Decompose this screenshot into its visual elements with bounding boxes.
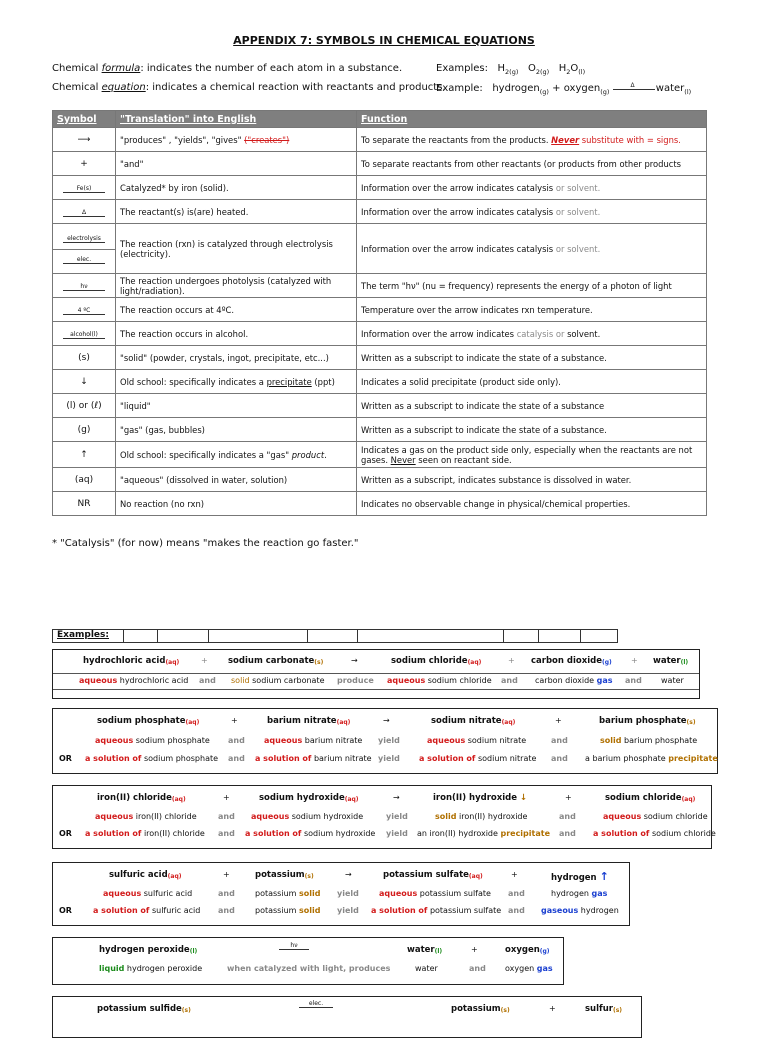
symbol-cell: NR	[53, 492, 116, 516]
symbols-table	[52, 110, 707, 516]
symbol-cell: Fe(s)	[53, 176, 116, 200]
table-row: electrolysis elec. The reaction (rxn) is catalyzed through electrolysis (electricity). Information over the arrow indicates catalysis or solvent.	[53, 224, 707, 274]
symbol-cell: ⟶	[53, 128, 116, 152]
table-row: ↓ Old school: specifically indicates a precipitate (ppt) Indicates a solid precipitate (product side only).	[53, 370, 707, 394]
table-row: (l) or (ℓ) "liquid" Written as a subscript to indicate the state of a substance	[53, 394, 707, 418]
table-row: ⟶ "produces" , "yields", "gives" ("creates") To separate the reactants from the products. Never substitute with = signs.	[53, 128, 707, 152]
table-row: (g) "gas" (gas, bubbles) Written as a subscript to indicate the state of a substance.	[53, 418, 707, 442]
symbol-cell: electrolysis elec.	[53, 224, 116, 274]
example-iron-chloride: iron(II) chloride(aq) + sodium hydroxide(aq) → iron(II) hydroxide ↓ + sodium chloride(aq) aqueous iron(II) chloride and aqueous sodium hydroxide yield solid iron(II) hydroxide and aqueous sodium chloride OR a solution of iron(II) chloride and a solution of sodium hydroxide yield an iron(II) hydroxide precipitate and a solution of sodium chloride	[52, 785, 712, 849]
symbol-cell: ↑	[53, 442, 116, 468]
example-hcl-sodium-carbonate: hydrochloric acid(aq) + sodium carbonate(s) → sodium chloride(aq) + carbon dioxide(g) + water(l) aqueous hydrochloric acid and solid sodium carbonate produce aqueous sodium chloride and carbon dioxide gas and water	[52, 649, 700, 699]
symbol-cell: hν	[53, 274, 116, 298]
symbol-cell: (s)	[53, 346, 116, 370]
equation-example: Example: hydrogen$_{(g)}$ + oxygen$_{(g)}$ Δ water$_{(l)}$	[436, 82, 692, 96]
heat-arrow: Δ	[613, 82, 653, 90]
page-title: APPENDIX 7: SYMBOLS IN CHEMICAL EQUATIONS	[233, 34, 535, 47]
table-header-row	[53, 111, 707, 128]
table-row: + "and" To separate reactants from other reactants (or products from other products	[53, 152, 707, 176]
example-potassium-sulfide: potassium sulfide(s) elec. potassium(s) + sulfur(s)	[52, 996, 642, 1038]
header-translation: "Translation" into English	[116, 111, 357, 128]
table-row: Fe(s) Catalyzed* by iron (solid). Information over the arrow indicates catalysis or solvent.	[53, 176, 707, 200]
table-row: (s) "solid" (powder, crystals, ingot, precipitate, etc...) Written as a subscript to indicate the state of a substance.	[53, 346, 707, 370]
example-hydrogen-peroxide: hydrogen peroxide(l) hν water(l) + oxygen(g) liquid hydrogen peroxide when catalyzed with light, produces water and oxygen gas	[52, 937, 564, 985]
example-sodium-phosphate: sodium phosphate(aq) + barium nitrate(aq) → sodium nitrate(aq) + barium phosphate(s) aqueous sodium phosphate and aqueous barium nitrate yield aqueous sodium nitrate and solid barium phosphate OR a solution of sodium phosphate and a solution of barium nitrate yield a solution of sodium nitrate and a barium phosphate precipitate	[52, 708, 718, 774]
table-row: alcohol(l) The reaction occurs in alcohol. Information over the arrow indicates catalysis or solvent.	[53, 322, 707, 346]
symbol-cell: alcohol(l)	[53, 322, 116, 346]
symbol-cell: +	[53, 152, 116, 176]
catalysis-footnote: * "Catalysis" (for now) means "makes the reaction go faster."	[52, 538, 359, 549]
formula-examples: Examples: $H_{2(g)}$ $O_{2(g)}$ $H_2O_{(l)}$	[436, 63, 586, 76]
example-sulfuric-acid: sulfuric acid(aq) + potassium(s) → potassium sulfate(aq) + hydrogen ↑ aqueous sulfuric acid and potassium solid yield aqueous potassium sulfate and hydrogen gas OR a solution of sulfuric acid and potassium solid yield a solution of potassium sulfate and gaseous hydrogen	[52, 862, 630, 926]
table-row: NR No reaction (no rxn) Indicates no observable change in physical/chemical properties.	[53, 492, 707, 516]
symbol-cell: Δ	[53, 200, 116, 224]
symbol-cell: 4 ºC	[53, 298, 116, 322]
symbol-cell: (g)	[53, 418, 116, 442]
table-row: Δ The reactant(s) is(are) heated. Information over the arrow indicates catalysis or solvent.	[53, 200, 707, 224]
header-function: Function	[357, 111, 707, 128]
symbol-cell: ↓	[53, 370, 116, 394]
examples-header: Examples:	[52, 629, 618, 643]
table-row: 4 ºC The reaction occurs at 4ºC. Temperature over the arrow indicates rxn temperature.	[53, 298, 707, 322]
equation-definition: Chemical equation: indicates a chemical reaction with reactants and products.	[52, 82, 446, 93]
header-symbol: Symbol	[53, 111, 116, 128]
symbol-cell: (l) or (ℓ)	[53, 394, 116, 418]
formula-definition: Chemical formula: indicates the number of each atom in a substance.	[52, 63, 403, 74]
table-row: (aq) "aqueous" (dissolved in water, solution) Written as a subscript, indicates substance is dissolved in water.	[53, 468, 707, 492]
table-row: hν The reaction undergoes photolysis (catalyzed with light/radiation). The term "hν" (nu = frequency) represents the energy of a photon of light	[53, 274, 707, 298]
symbol-cell: (aq)	[53, 468, 116, 492]
table-row: ↑ Old school: specifically indicates a "gas" product. Indicates a gas on the product side only, especially when the reactants are not gases. Never seen on reactant side.	[53, 442, 707, 468]
